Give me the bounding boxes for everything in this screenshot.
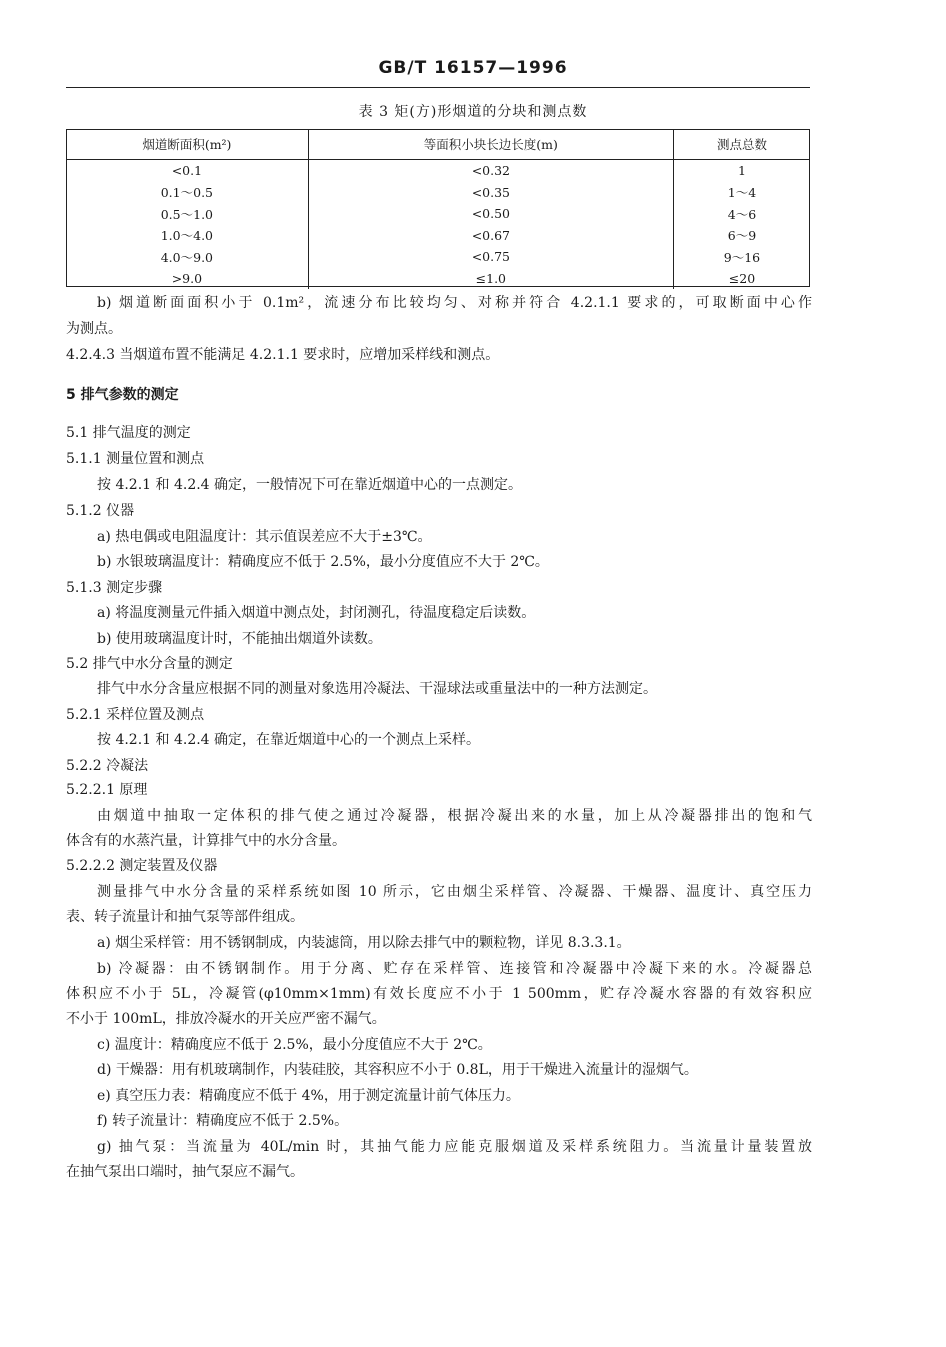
column-header: 烟道断面积(m²)	[66, 129, 308, 160]
table-cell: <0.67	[308, 225, 673, 247]
body-line: b) 烟道断面面积小于 0.1m²，流速分布比较均匀、对称并符合 4.2.1.1 要求的，可取断面中心作	[97, 295, 812, 311]
column-header: 等面积小块长边长度(m)	[308, 129, 673, 160]
table-caption: 表 3 矩(方)形烟道的分块和测点数	[358, 104, 588, 120]
body-line: a) 烟尘采样管：用不锈钢制成，内装滤筒，用以除去排气中的颗粒物，详见 8.3.3.1。	[97, 935, 631, 951]
table-cell: 1.0～4.0	[160, 228, 213, 244]
body-line: b) 水银玻璃温度计：精确度应不低于 2.5%，最小分度值应不大于 2℃。	[97, 554, 549, 570]
clause-heading: 5.1.3 测定步骤	[66, 580, 163, 596]
table-cell: ≤20	[673, 268, 810, 290]
table-cell: 1～4	[673, 182, 810, 204]
table-cell: <0.35	[308, 182, 673, 204]
table-cell: 0.1～0.5	[160, 185, 213, 201]
clause-heading: 4.2.4.3 当烟道布置不能满足 4.2.1.1 要求时，应增加采样线和测点。	[66, 347, 500, 363]
table-row	[66, 268, 810, 290]
section-heading: 5 排气参数的测定	[66, 387, 179, 403]
table-header-row	[66, 129, 810, 160]
body-line: 按 4.2.1 和 4.2.4 确定，在靠近烟道中心的一个测点上采样。	[97, 732, 481, 748]
body-line: 测量排气中水分含量的采样系统如图 10 所示，它由烟尘采样管、冷凝器、干燥器、温度计、真空压力	[97, 884, 812, 900]
standard-number-header: GB/T 16157—1996	[378, 58, 568, 78]
body-line: 体积应不小于 5L，冷凝管(φ10mm×1mm)有效长度应不小于 1 500mm，贮存冷凝水容器的有效容积应	[66, 986, 812, 1002]
body-line: b) 冷凝器：由不锈钢制作。用于分离、贮存在采样管、连接管和冷凝器中冷凝下来的水。冷凝器总	[97, 961, 812, 977]
table-cell: >9.0	[171, 270, 203, 286]
clause-heading: 5.2.2.1 原理	[66, 782, 148, 798]
clause-heading: 5.2 排气中水分含量的测定	[66, 656, 233, 672]
table-row	[66, 160, 810, 182]
table-cell: <0.75	[308, 246, 673, 268]
table-cell: 6～9	[673, 225, 810, 247]
header-rule	[66, 87, 810, 88]
table-cell: 4.0～9.0	[160, 249, 213, 265]
table-row	[66, 225, 810, 247]
body-line: e) 真空压力表：精确度应不低于 4%，用于测定流量计前气体压力。	[97, 1088, 520, 1104]
body-line: g) 抽气泵：当流量为 40L/min 时，其抽气能力应能克服烟道及采样系统阻力。当流量计量装置放	[97, 1139, 812, 1155]
body-line: 表、转子流量计和抽气泵等部件组成。	[66, 909, 304, 925]
partition-table	[66, 129, 810, 289]
body-line: 体含有的水蒸汽量，计算排气中的水分含量。	[66, 833, 346, 849]
column-header: 测点总数	[673, 129, 810, 160]
body-line: a) 将温度测量元件插入烟道中测点处，封闭测孔，待温度稳定后读数。	[97, 605, 536, 621]
clause-heading: 5.2.1 采样位置及测点	[66, 707, 205, 723]
body-line: d) 干燥器：用有机玻璃制作，内装硅胶，其容积应不小于 0.8L，用于干燥进入流量计的湿烟气。	[97, 1062, 698, 1078]
body-line: 为测点。	[66, 321, 122, 337]
body-line: f) 转子流量计：精确度应不低于 2.5%。	[97, 1113, 349, 1129]
table-cell: 0.5～1.0	[160, 206, 213, 222]
body-line: 由烟道中抽取一定体积的排气使之通过冷凝器，根据冷凝出来的水量，加上从冷凝器排出的饱和气	[97, 808, 812, 824]
table-cell: 9～16	[673, 246, 810, 268]
clause-heading: 5.2.2 冷凝法	[66, 758, 149, 774]
table-cell: <0.1	[171, 163, 203, 179]
body-line: 在抽气泵出口端时，抽气泵应不漏气。	[66, 1164, 304, 1180]
body-line: c) 温度计：精确度应不低于 2.5%，最小分度值应不大于 2℃。	[97, 1037, 492, 1053]
table-row	[66, 246, 810, 268]
body-line: 按 4.2.1 和 4.2.4 确定，一般情况下可在靠近烟道中心的一点测定。	[97, 477, 523, 493]
table-cell: <0.50	[308, 203, 673, 225]
body-line: b) 使用玻璃温度计时，不能抽出烟道外读数。	[97, 631, 382, 647]
table-cell: 4～6	[673, 203, 810, 225]
clause-heading: 5.1.2 仪器	[66, 503, 135, 519]
table-cell: 1	[673, 160, 810, 182]
body-line: 不小于 100mL，排放冷凝水的开关应严密不漏气。	[66, 1011, 386, 1027]
table-cell: ≤1.0	[308, 268, 673, 290]
table-row	[66, 203, 810, 225]
clause-heading: 5.2.2.2 测定装置及仪器	[66, 858, 218, 874]
clause-heading: 5.1 排气温度的测定	[66, 425, 191, 441]
body-line: a) 热电偶或电阻温度计：其示值误差应不大于±3℃。	[97, 529, 432, 545]
table-row	[66, 182, 810, 204]
body-line: 排气中水分含量应根据不同的测量对象选用冷凝法、干湿球法或重量法中的一种方法测定。	[97, 681, 657, 697]
table-cell: <0.32	[308, 160, 673, 182]
clause-heading: 5.1.1 测量位置和测点	[66, 451, 205, 467]
